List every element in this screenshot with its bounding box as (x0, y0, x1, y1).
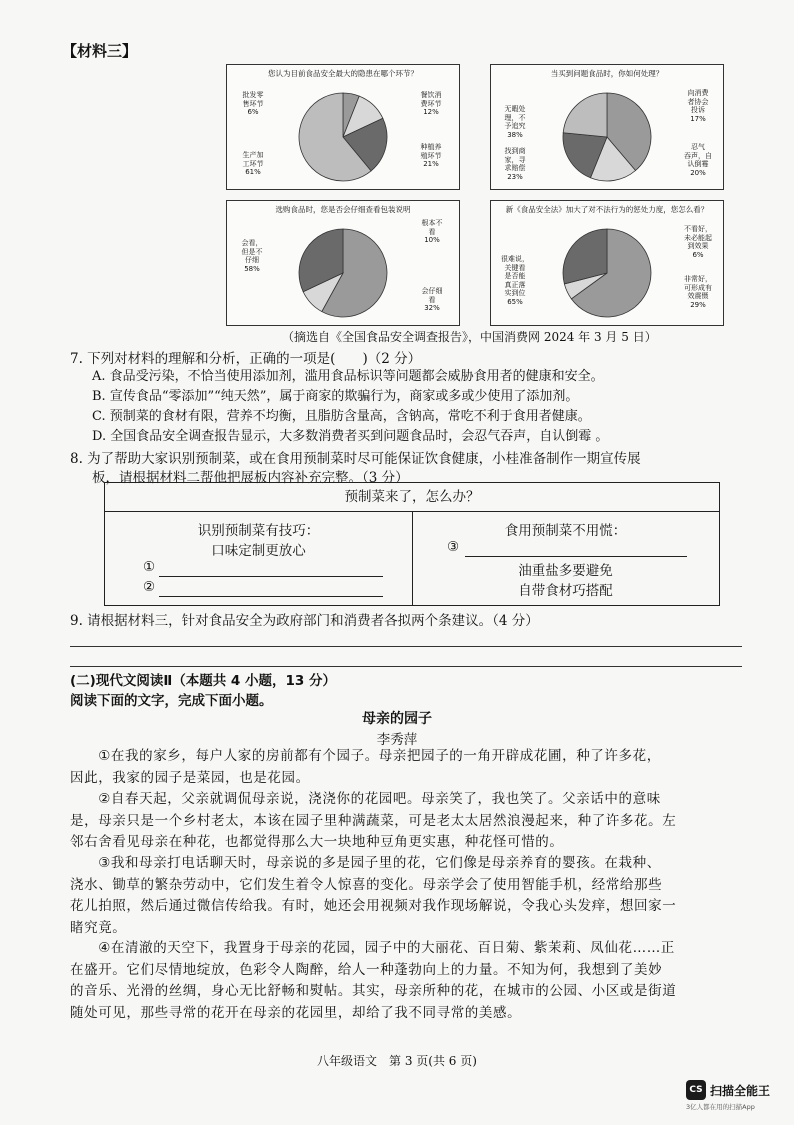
slice-label: 非常好， 可形成有 效震慑 29% (684, 275, 712, 309)
slice-label: 向消费 者协会 投诉 17% (687, 89, 709, 123)
q7-option-c: C. 预制菜的食材有限，营养不均衡，且脂肪含量高，含钠高，常吃不利于食用者健康。 (92, 409, 591, 424)
slice-label: 批发零 售环节 6% (242, 91, 264, 116)
slice-label: 会仔细 看 32% (421, 287, 443, 312)
chart-panel-packaging (226, 200, 460, 326)
section-instruction: 阅读下面的文字，完成下面小题。 (70, 693, 273, 709)
board-left-heading: 识别预制菜有技巧： (197, 523, 320, 539)
answer-blank-1[interactable] (159, 575, 383, 577)
q7-option-d: D. 全国食品安全调查报告显示，大多数消费者买到问题食品时，会忍气吞声，自认倒霉 。 (92, 429, 609, 444)
slice-label: 生产加 工环节 61% (242, 151, 264, 176)
board-right-item2: 自带食材巧搭配 (518, 583, 613, 599)
paragraph-2 (70, 789, 742, 854)
chart-title: 当买到问题食品时，你如何处理？ (550, 69, 664, 78)
article-title: 母亲的园子 (362, 711, 432, 727)
chart-title: 选购食品时，您是否会仔细查看包装说明 (275, 205, 411, 214)
para-line: 因此，我家的园子是菜园，也是花园。 (70, 769, 310, 786)
pie-slice (563, 93, 607, 137)
slice-label: 找到商 家，寻 求赔偿 23% (504, 147, 526, 181)
scanner-name: 扫描全能王 (710, 1084, 771, 1098)
para-line: 随处可见，那些寻常的花开在母亲的花园里，却给了我不同寻常的美感。 (70, 1004, 522, 1021)
answer-blank-2[interactable] (159, 595, 383, 597)
para-line: 是，母亲只是一个乡村老太，本该在园子里种满蔬菜，可是老太太居然浪漫起来，种了许多花。左 (70, 812, 677, 829)
answer-line[interactable] (70, 645, 742, 647)
para-line: ④在清澈的天空下，我置身于母亲的花园，园子中的大丽花、百日菊、紫茉莉、凤仙花……正 (70, 940, 675, 956)
para-line: 睹究竟。 (70, 919, 127, 936)
slice-label: 无暇处 理，不 予追究 38% (504, 105, 526, 139)
section-heading: (二)现代文阅读Ⅱ（本题共 4 小题，13 分） (70, 673, 337, 689)
slice-label: 根本不 看 10% (421, 219, 443, 244)
blank-marker-3: ③ (447, 539, 460, 555)
scanner-logo-icon: CS (686, 1080, 706, 1100)
paragraph-3 (70, 853, 742, 939)
blank-marker-1: ① (143, 559, 156, 575)
para-line: 花儿拍照，然后通过微信传给我。有时，她还会用视频对我作现场解说，令我心头发痒，想回家一 (70, 898, 677, 914)
para-line: ①在我的家乡，每户人家的房前都有个园子。母亲把园子的一角开辟成花圃，种了许多花， (70, 748, 661, 764)
question-8-line1: 8. 为了帮助大家识别预制菜，或在食用预制菜时尽可能保证饮食健康，小桂准备制作一期宣传展 (70, 451, 641, 467)
answer-line[interactable] (70, 665, 742, 667)
slice-label: 很难说， 关键看 是否能 真正落 实到位 65% (501, 255, 529, 306)
chart-title: 新《食品安全法》加大了对不法行为的惩处力度，您怎么看？ (505, 205, 709, 214)
para-line: 邻右舍看见母亲在种花，也都觉得那么大一块地种豆角更实惠，种花怪可惜的。 (70, 834, 564, 850)
scanner-tagline: 3亿人都在用的扫描App (686, 1103, 755, 1111)
survey-charts (226, 64, 722, 324)
board-title: 预制菜来了，怎么办？ (105, 483, 719, 512)
chart-panel-handling (490, 64, 724, 190)
board-right-item1: 油重盐多要避免 (518, 563, 613, 579)
material-three-label: 【材料三】 (62, 42, 138, 60)
slice-label: 会看， 但是不 仔细 58% (241, 239, 263, 273)
chart-title: 您认为目前食品安全最大的隐患在哪个环节？ (268, 69, 418, 78)
para-line: 的音乐、光滑的丝绸，身心无比舒畅和熨帖。其实，母亲所种的花，在城市的公园、小区或是街道 (70, 983, 677, 999)
para-line: 在盛开。它们尽情地绽放，色彩令人陶醉，给人一种蓬勃向上的力量。不知为何，我想到了美妙 (70, 961, 663, 978)
slice-label: 忍气 吞声，自 认倒霉 20% (684, 143, 712, 177)
q7-option-b: B. 宣传食品“零添加”“纯天然”，属于商家的欺骗行为，商家或多或少使用了添加剂。 (92, 389, 579, 404)
article-author: 李秀萍 (376, 732, 418, 748)
slice-label: 餐饮消 费环节 12% (420, 91, 442, 116)
para-line: 浇水、锄草的繁杂劳动中，它们发生着令人惊喜的变化。母亲学会了使用智能手机，经常给那些 (70, 876, 663, 893)
board-left-item: 口味定制更放心 (211, 543, 306, 559)
source-citation: （摘选自《全国食品安全调查报告》，中国消费网 2024 年 3 月 5 日） (282, 330, 657, 344)
paragraph-4 (70, 938, 742, 1024)
blank-marker-2: ② (143, 579, 156, 595)
answer-blank-3[interactable] (465, 555, 687, 557)
scanner-watermark (686, 1080, 776, 1110)
display-board (104, 482, 720, 606)
paragraph-1 (70, 746, 742, 789)
question-7-stem: 7. 下列对材料的理解和分析，正确的一项是( )（2 分） (70, 351, 422, 367)
chart-panel-hazard (226, 64, 460, 190)
para-line: ②自春天起，父亲就调侃母亲说，浇浇你的花园吧。母亲笑了，我也笑了。父亲话中的意味 (70, 791, 661, 807)
page-footer: 八年级语文 第 3 页(共 6 页) (317, 1054, 477, 1068)
question-9: 9. 请根据材料三，针对食品安全为政府部门和消费者各拟两个条建议。（4 分） (70, 613, 539, 629)
slice-label: 种植养 殖环节 21% (420, 143, 442, 168)
slice-label: 不看好， 未必能起 到效果 6% (684, 225, 712, 259)
board-right-heading: 食用预制菜不用慌： (504, 523, 627, 539)
chart-panel-law (490, 200, 724, 326)
para-line: ③我和母亲打电话聊天时，母亲说的多是园子里的花，它们像是母亲养育的婴孩。在栽种、 (70, 855, 661, 871)
question-8-line2: 板，请根据材料二帮他把展板内容补充完整。（3 分） (92, 470, 409, 486)
q7-option-a: A. 食品受污染，不恰当使用添加剂，滥用食品标识等问题都会威胁食用者的健康和安全。 (92, 369, 604, 384)
